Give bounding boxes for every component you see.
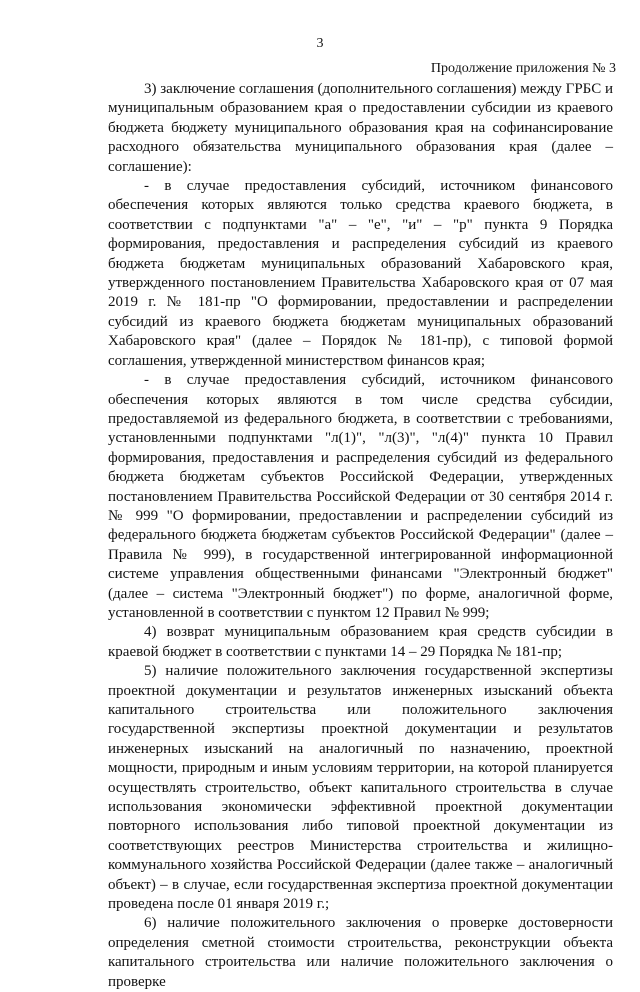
- paragraph-item-5: 5) наличие положительного заключения государственной экспертизы проектной документации и результатов инженерных изысканий объекта капитального строительства или положительного заключения государственной экспертизы проектной документации и результатов инженерных изысканий на аналогичный по назначению, проектной мощности, природным и иным условиям территории, на которой планируется осуществлять строительство, объект капитального строительства в случае использования экономически эффективной проектной документации повторного использования либо типовой проектной документации из соответствующих реестров Министерства строительства и жилищно-коммунального хозяйства Российской Федерации (далее также – аналогичный объект) – в случае, если государственная экспертиза проектной документации проведена после 01 января 2019 г.;: [108, 663, 613, 913]
- paragraph-item-4: 4) возврат муниципальным образованием края средств субсидии в краевой бюджет в соответствии с пунктами 14 – 29 Порядка № 181-пр;: [108, 624, 613, 660]
- page-number: 3: [316, 36, 324, 51]
- paragraph-regional-budget: - в случае предоставления субсидий, источником финансового обеспечения которых являются только средства краевого бюджета, в соответствии с подпунктами "а" – "е", "и" – "р" пункта 9 Порядка формирования, предоставления и распределения субсидий из краевого бюджета бюджетам муниципальных образований Хабаровского края, утвержденного постановлением Правительства Хабаровского края от 07 мая 2019 г. № 181-пр "О формировании, предоставлении и распределении субсидий из краевого бюджета бюджетам муниципальных образований Хабаровского края" (далее – Порядок № 181-пр), с типовой формой соглашения, утвержденной министерством финансов края;: [108, 178, 613, 369]
- continuation-label: Продолжение приложения № 3: [430, 61, 616, 76]
- paragraph-item-3: 3) заключение соглашения (дополнительного соглашения) между ГРБС и муниципальным образованием края о предоставлении субсидии из краевого бюджета бюджету муниципального образования края на софинансирование расходного обязательства муниципального образования края (далее – соглашение):: [108, 81, 613, 175]
- paragraph-federal-budget: - в случае предоставления субсидий, источником финансового обеспечения которых являются в том числе средства субсидии, предоставляемой из федерального бюджета, в соответствии с требованиями, установленными подпунктами "л(1)", "л(3)", "л(4)" пункта 10 Правил формирования, предоставления и распределения субсидий из федерального бюджета бюджетам субъектов Российской Федерации, утвержденных постановлением Правительства Российской Федерации от 30 сентября 2014 г. № 999 "О формировании, предоставлении и распределении субсидий из федерального бюджета бюджетам субъектов Российской Федерации" (далее – Правила № 999), в государственной интегрированной информационной системе управления общественными финансами "Электронный бюджет" (далее – система "Электронный бюджет") по форме, аналогичной форме, установленной в соответствии с пунктом 12 Правил № 999;: [108, 372, 613, 621]
- paragraph-item-6: 6) наличие положительного заключения о проверке достоверности определения сметной стоимости строительства, реконструкции объекта капитального строительства или наличие положительного заключения о проверке: [108, 915, 613, 990]
- document-body: [108, 80, 613, 992]
